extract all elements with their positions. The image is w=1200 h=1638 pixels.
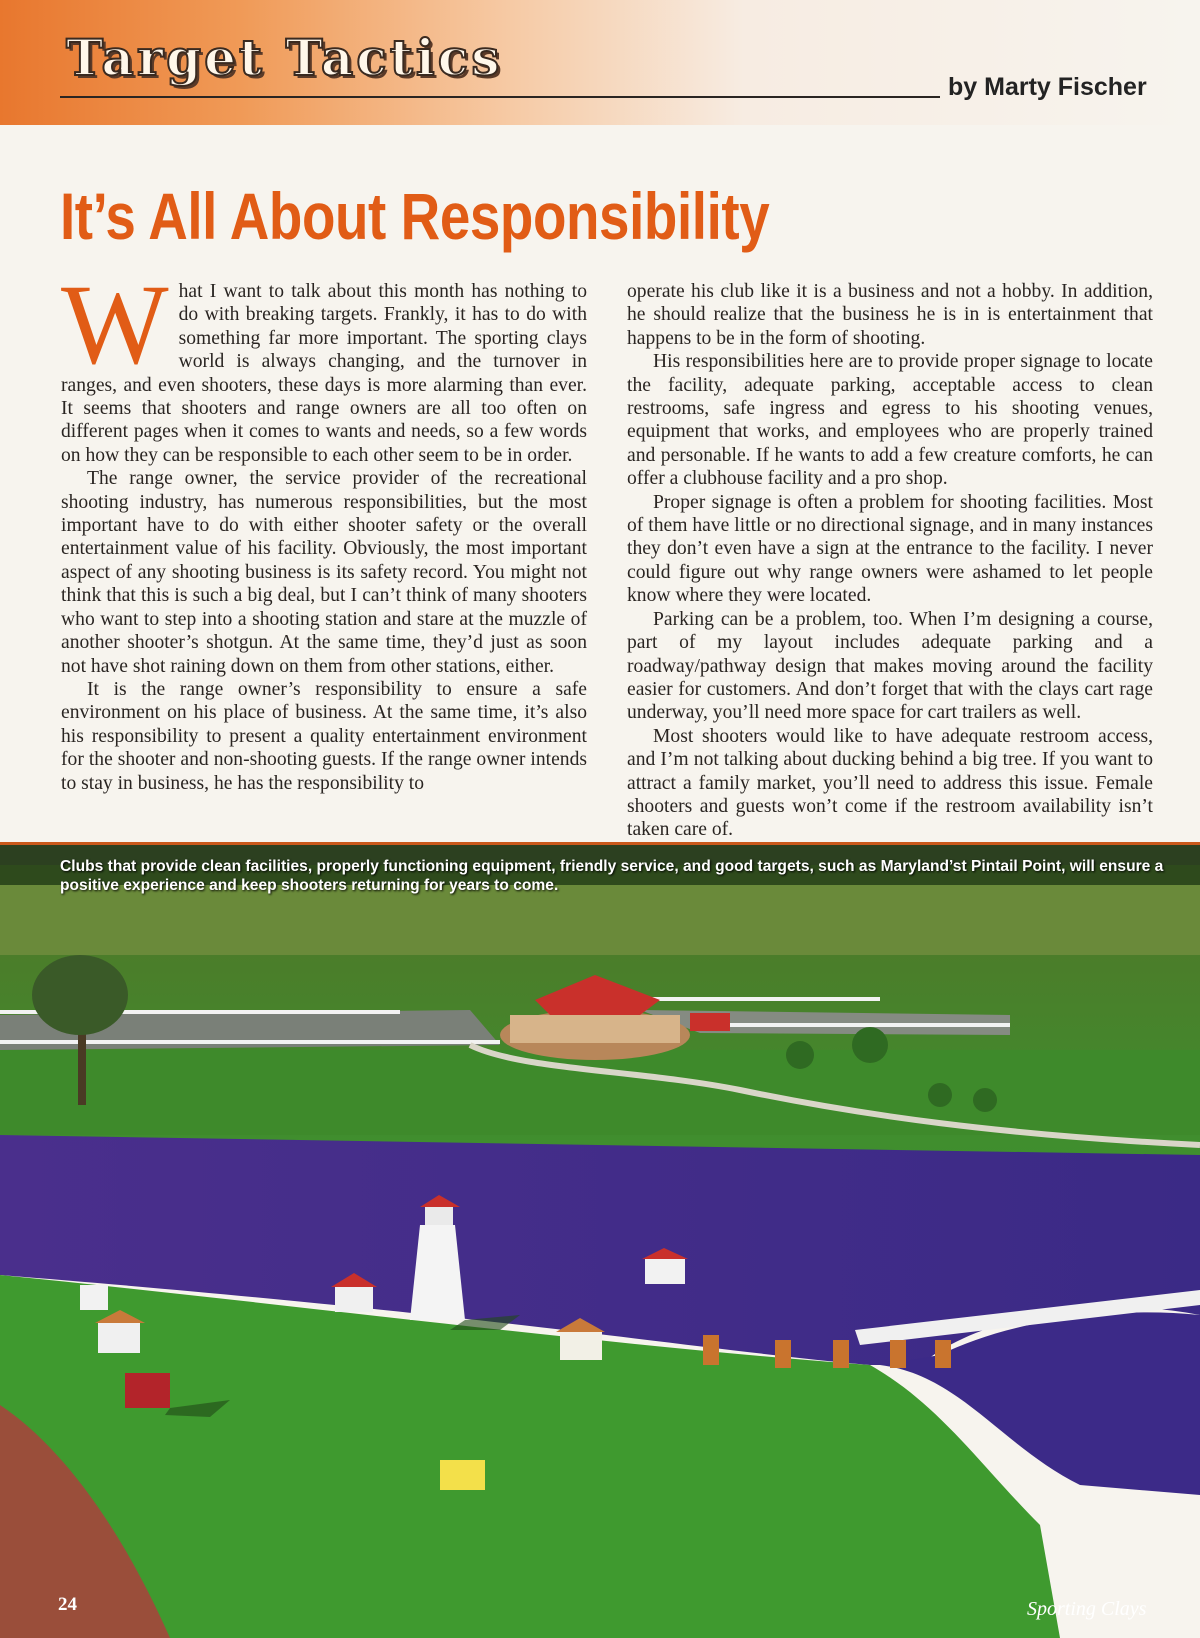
article-headline: It’s All About Responsibility [60, 179, 770, 253]
paragraph: Parking can be a problem, too. When I’m designing a course, part of my layout includes adequate parking and a roadway/pathway design that makes moving around the facility easier for customers. And don’t forget that with the clays cart rage underway, you’ll need more space for cart trailers as well. [627, 608, 1153, 724]
left-column [61, 261, 587, 795]
drop-cap: W [61, 261, 169, 388]
paragraph: His responsibilities here are to provide proper signage to locate the facility, adequate parking, acceptable access to clean restrooms, safe ingress and egress to his shooting venues, equipment that works, and employees who are properly trained and personable. If he wants to add a few creature comforts, he can offer a clubhouse facility and a pro shop. [627, 351, 1153, 490]
page-number: 24 [58, 1594, 77, 1615]
header-rule [60, 96, 940, 98]
paragraph [61, 261, 587, 467]
paragraph-text: hat I want to talk about this month has nothing to do with breaking targets. Frankly, it has to do with something far more important. The sporting clays world is always changing, and the turnover in ranges, and even shooters, these days is more alarming than ever. It seems that shooters and range owners are all too often on different pages when it comes to wants and needs, so a few words on how they can be responsible to each other seem to be in order. [61, 281, 587, 466]
magazine-name: Sporting Clays [1027, 1598, 1147, 1620]
paragraph: operate his club like it is a business and not a hobby. In addition, he should realize that the business he is in is entertainment that happens to be in the form of shooting. [627, 281, 1153, 349]
paragraph: The range owner, the service provider of the recreational shooting industry, has numerous responsibilities, but the most important have to do with either shooter safety or the overall entertainment value of his facility. Obviously, the most important aspect of any shooting business is its safety record. You might not think that this is such a big deal, but I can’t think of many shooters who want to step into a shooting station and stare at the muzzle of another shooter’s shotgun. At the same time, they’d just as soon not have shot raining down on them from other stations, either. [61, 468, 587, 677]
paragraph: It is the range owner’s responsibility to ensure a safe environment on his place of business. At the same time, it’s also his responsibility to present a quality entertainment environment for the shooter and non-shooting guests. If the range owner intends to stay in business, he has the responsibility to [61, 678, 587, 794]
paragraph: Most shooters would like to have adequate restroom access, and I’m not talking about ducking behind a big tree. If you want to attract a family market, you’ll need to address this issue. Female shooters and guests won’t come if the restroom availability isn’t taken care of. [627, 725, 1153, 841]
paragraph: Proper signage is often a problem for shooting facilities. Most of them have little or no directional signage, and in many instances they don’t even have a sign at the entrance to the facility. I never could figure out why range owners were ashamed to let people know where they were located. [627, 491, 1153, 607]
byline: by Marty Fischer [948, 73, 1147, 101]
right-column [627, 280, 1153, 842]
aerial-photo [0, 845, 1200, 1638]
column-title: Target Tactics [66, 28, 503, 87]
photo-caption: Clubs that provide clean facilities, properly functioning equipment, friendly service, and good targets, such as Maryland’st Pintail Point, will ensure a positive experience and keep shooters returning for years to come. [60, 858, 1164, 894]
